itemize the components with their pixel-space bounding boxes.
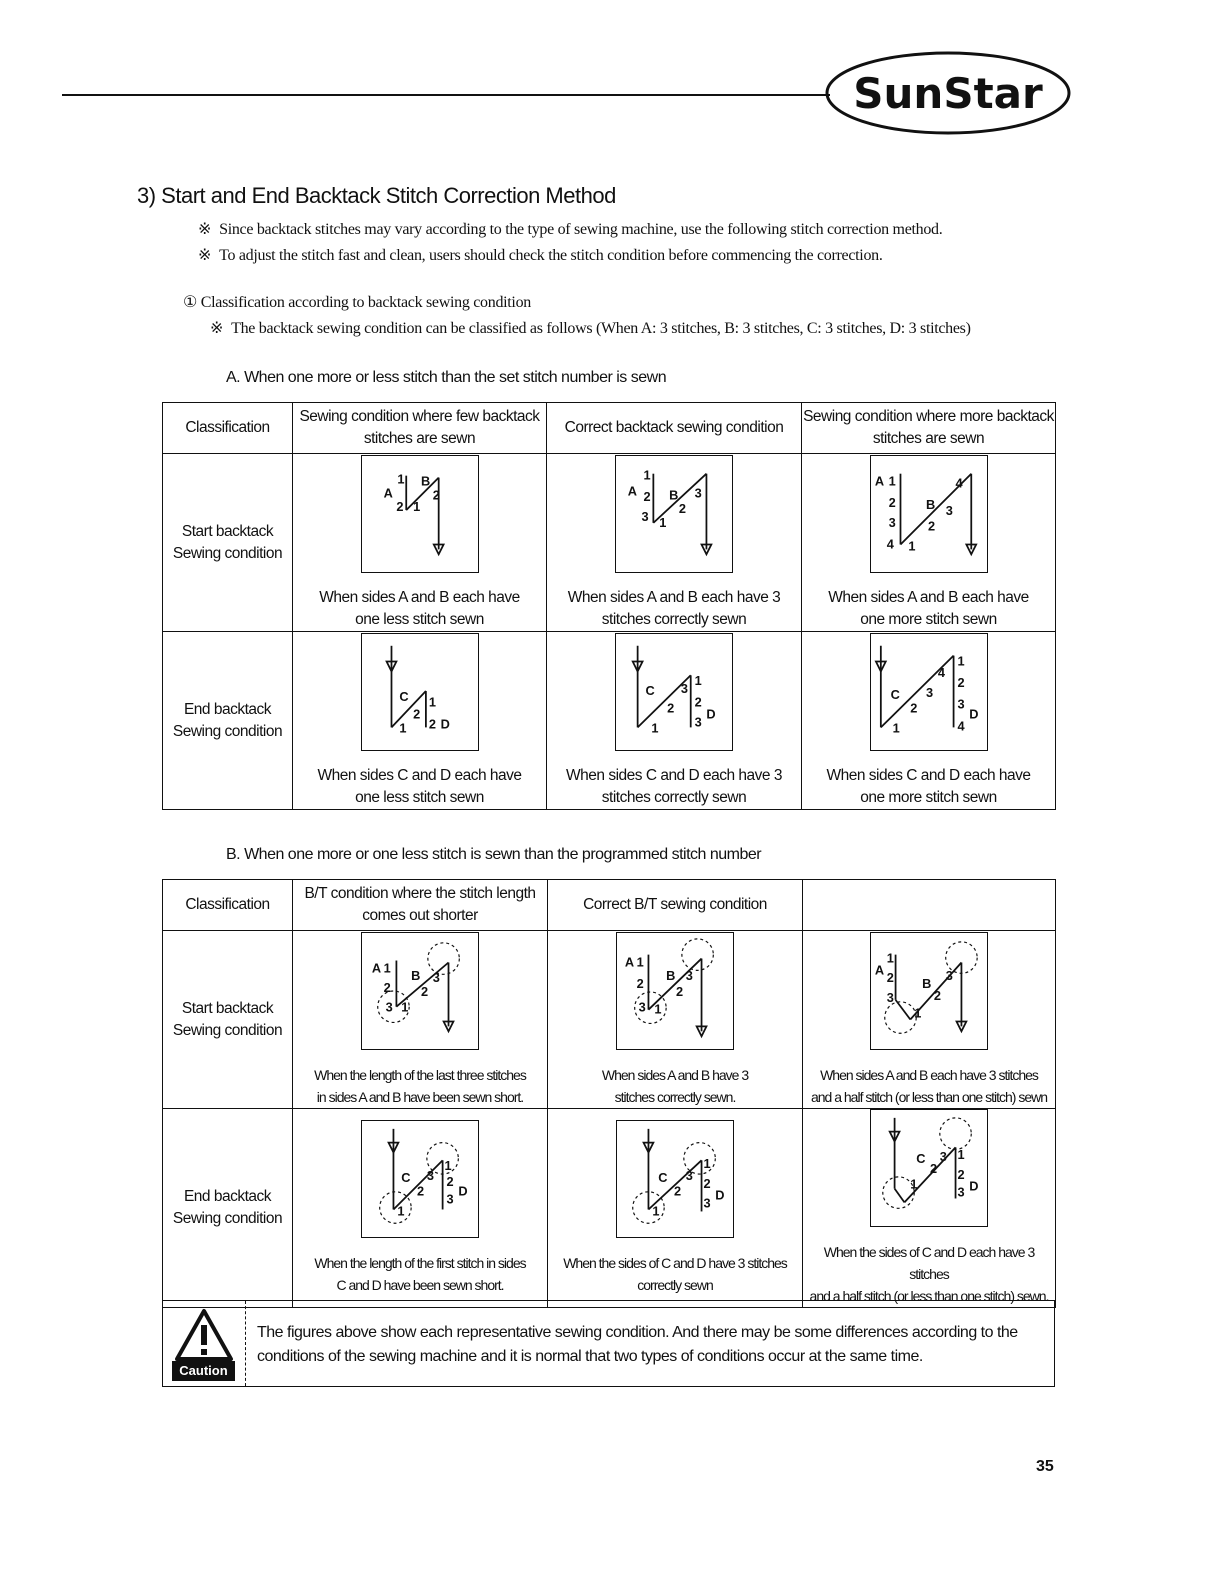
svg-text:2: 2	[694, 694, 702, 710]
svg-text:A: A	[627, 482, 637, 498]
header-cell: Classification	[163, 403, 293, 454]
svg-text:C: C	[658, 1169, 668, 1185]
svg-text:1: 1	[654, 1001, 661, 1017]
svg-text:2: 2	[927, 518, 935, 534]
end-backtack-less-diagram	[361, 633, 479, 751]
svg-text:A: A	[383, 484, 392, 500]
page-number: 35	[1036, 1458, 1054, 1475]
sunstar-logo	[824, 50, 1072, 136]
svg-text:1: 1	[401, 999, 408, 1015]
svg-text:1: 1	[888, 472, 895, 488]
svg-text:2: 2	[957, 674, 964, 690]
diagram-caption: When sides C and D each have 3 stitches correctly sewn	[566, 766, 782, 806]
caution-box	[162, 1300, 1055, 1387]
svg-text:4: 4	[937, 664, 944, 680]
svg-text:3: 3	[945, 502, 952, 518]
svg-text:B: B	[925, 496, 935, 512]
svg-text:1: 1	[652, 1203, 659, 1219]
caution-text: The figures above show each representative sewing condition. And there may be some differences according to the conditions of the sewing machine and it is normal that two types of conditions occur at the same time.	[257, 1324, 1018, 1365]
svg-text:1: 1	[914, 1005, 921, 1021]
header-cell: Sewing condition where few backtack stitches are sewn	[293, 403, 547, 454]
note-2: ※ To adjust the stitch fast and clean, users should check the stitch condition before commencing the correction.	[198, 247, 883, 264]
svg-text:3: 3	[945, 967, 953, 983]
diagram-caption: When sides A and B each have 3 stitches and a half stitch (or less than one stitch) sewn	[810, 1066, 1048, 1105]
svg-text:2: 2	[933, 987, 941, 1003]
svg-text:1: 1	[907, 537, 915, 553]
svg-text:A: A	[371, 959, 381, 975]
svg-text:3: 3	[957, 696, 964, 712]
svg-text:2: 2	[636, 975, 644, 991]
svg-text:1: 1	[659, 514, 666, 530]
svg-text:2: 2	[412, 706, 420, 722]
row-label: Start backtack Sewing condition	[163, 931, 293, 1109]
svg-text:2: 2	[383, 979, 391, 995]
svg-text:3: 3	[694, 713, 702, 729]
svg-text:4: 4	[955, 474, 962, 490]
svg-text:3: 3	[446, 1191, 454, 1207]
svg-text:3: 3	[925, 684, 933, 700]
diagram-caption: When the length of the last three stitches in sides A and B have been sewn short.	[314, 1066, 526, 1105]
svg-text:A: A	[874, 961, 884, 977]
header-cell	[803, 880, 1056, 931]
svg-text:1: 1	[957, 1147, 965, 1163]
svg-text:3: 3	[385, 999, 393, 1015]
svg-text:D: D	[706, 706, 716, 722]
diagram-caption: When the sides of C and D each have 3 stitches and a half stitch (or less than one stitch) sewn.	[809, 1244, 1049, 1304]
classification-note: ※ The backtack sewing condition can be classified as follows (When A: 3 stitches, B: 3 stitches, C: 3 stitches, D: 3 stitches)	[210, 320, 971, 337]
svg-text:2: 2	[929, 1160, 937, 1176]
svg-text:2: 2	[432, 486, 439, 502]
svg-text:4: 4	[957, 717, 964, 733]
svg-text:2: 2	[643, 488, 651, 504]
header-cell: Correct backtack sewing condition	[547, 403, 802, 454]
svg-text:3: 3	[685, 1167, 693, 1183]
svg-text:1: 1	[383, 959, 391, 975]
header-cell: Correct B/T sewing condition	[548, 880, 803, 931]
end-backtack-more-diagram	[870, 633, 988, 751]
table-a	[162, 402, 1056, 810]
svg-text:A: A	[624, 953, 634, 969]
start-backtack-more-diagram	[870, 455, 988, 573]
svg-text:C: C	[890, 686, 899, 702]
svg-text:C: C	[916, 1151, 925, 1167]
svg-text:C: C	[401, 1169, 411, 1185]
table-b-title: B. When one more or one less stitch is sewn than the programmed stitch number	[226, 846, 762, 863]
diagram-caption: When sides A and B each have 3 stitches correctly sewn	[567, 588, 781, 628]
svg-text:3: 3	[703, 1195, 711, 1211]
start-bt-extra-half-diagram	[870, 932, 988, 1050]
svg-text:2: 2	[957, 1166, 965, 1182]
svg-text:1: 1	[444, 1158, 452, 1174]
svg-text:3: 3	[641, 508, 649, 524]
start-backtack-correct-diagram	[615, 455, 733, 573]
diagram-caption: When sides A and B each have one less stitch sewn	[319, 588, 520, 628]
svg-text:2: 2	[675, 983, 683, 999]
svg-text:1: 1	[957, 652, 964, 668]
diagram-caption: When the length of the first stitch in sides C and D have been sewn short.	[314, 1255, 526, 1293]
svg-text:3: 3	[638, 999, 646, 1015]
end-bt-short-diagram	[361, 1120, 479, 1238]
svg-text:B: B	[922, 975, 931, 991]
svg-text:C: C	[645, 682, 655, 698]
svg-text:1: 1	[651, 719, 658, 735]
start-backtack-less-diagram	[361, 455, 479, 573]
svg-text:2: 2	[417, 1183, 424, 1199]
svg-text:D: D	[458, 1183, 468, 1199]
start-bt-short-diagram	[361, 932, 479, 1050]
svg-text:1: 1	[703, 1156, 711, 1172]
caution-icon-box	[163, 1301, 246, 1386]
svg-text:2: 2	[446, 1173, 454, 1189]
diagram-caption: When the sides of C and D have 3 stitches correctly sewn	[563, 1255, 787, 1293]
svg-text:1: 1	[910, 1176, 917, 1192]
svg-text:2: 2	[674, 1183, 681, 1199]
svg-text:4: 4	[886, 535, 893, 551]
svg-text:B: B	[420, 472, 430, 488]
table-b	[162, 879, 1056, 1308]
header-cell: Sewing condition where more backtack stitches are sewn	[802, 403, 1056, 454]
caution-label: Caution	[172, 1361, 235, 1381]
end-bt-extra-half-diagram	[870, 1109, 988, 1227]
start-bt-correct-diagram	[616, 932, 734, 1050]
svg-text:3: 3	[432, 969, 440, 985]
svg-text:3: 3	[957, 1184, 965, 1200]
svg-text:1: 1	[636, 953, 644, 969]
svg-text:C: C	[398, 688, 408, 704]
svg-text:D: D	[968, 706, 978, 722]
svg-text:2: 2	[667, 700, 674, 716]
svg-text:B: B	[666, 967, 675, 983]
svg-text:2: 2	[420, 983, 428, 999]
svg-text:2: 2	[678, 500, 686, 516]
svg-text:2: 2	[888, 494, 895, 510]
header-cell: B/T condition where the stitch length comes out shorter	[293, 880, 548, 931]
warning-triangle-icon	[173, 1307, 235, 1363]
header-rule	[62, 94, 830, 96]
svg-text:D: D	[715, 1187, 725, 1203]
svg-text:1: 1	[396, 471, 404, 487]
svg-text:3: 3	[680, 680, 688, 696]
svg-text:3: 3	[694, 484, 702, 500]
svg-text:2: 2	[886, 969, 894, 985]
svg-text:2: 2	[909, 700, 917, 716]
diagram-caption: When sides A and B each have one more stitch sewn	[828, 588, 1029, 628]
diagram-caption: When sides C and D each have one less stitch sewn	[317, 766, 522, 806]
svg-text:3: 3	[886, 989, 894, 1005]
svg-text:2: 2	[428, 715, 435, 731]
svg-text:D: D	[440, 715, 449, 731]
header-cell: Classification	[163, 880, 293, 931]
svg-text:1: 1	[694, 672, 702, 688]
row-label: End backtack Sewing condition	[163, 1109, 293, 1308]
svg-text:2: 2	[703, 1175, 711, 1191]
svg-text:A: A	[874, 472, 884, 488]
svg-text:3: 3	[685, 967, 693, 983]
diagram-caption: When sides C and D each have one more stitch sewn	[826, 766, 1031, 806]
svg-text:B: B	[411, 967, 420, 983]
svg-text:1: 1	[892, 719, 899, 735]
svg-text:D: D	[969, 1178, 979, 1194]
end-backtack-correct-diagram	[615, 633, 733, 751]
classification-heading: ① Classification according to backtack sewing condition	[183, 294, 531, 311]
svg-text:1: 1	[643, 467, 651, 483]
section-title: 3) Start and End Backtack Stitch Correction Method	[137, 183, 616, 208]
brand-name: SunStar	[853, 69, 1043, 118]
table-a-title: A. When one more or less stitch than the set stitch number is sewn	[226, 369, 667, 386]
svg-text:1: 1	[428, 694, 435, 710]
svg-text:3: 3	[939, 1149, 947, 1165]
note-1: ※ Since backtack stitches may vary according to the type of sewing machine, use the following stitch correction method.	[198, 221, 943, 238]
end-bt-correct-diagram	[616, 1120, 734, 1238]
svg-text:1: 1	[398, 719, 406, 735]
svg-text:1: 1	[412, 498, 420, 514]
svg-text:1: 1	[397, 1203, 404, 1219]
svg-text:3: 3	[888, 514, 895, 530]
row-label: Start backtack Sewing condition	[163, 454, 293, 632]
svg-text:B: B	[669, 486, 678, 502]
diagram-caption: When sides A and B have 3 stitches correctly sewn.	[601, 1066, 749, 1105]
row-label: End backtack Sewing condition	[163, 632, 293, 810]
svg-text:2: 2	[395, 498, 403, 514]
svg-text:1: 1	[886, 949, 894, 965]
svg-text:3: 3	[426, 1167, 434, 1183]
